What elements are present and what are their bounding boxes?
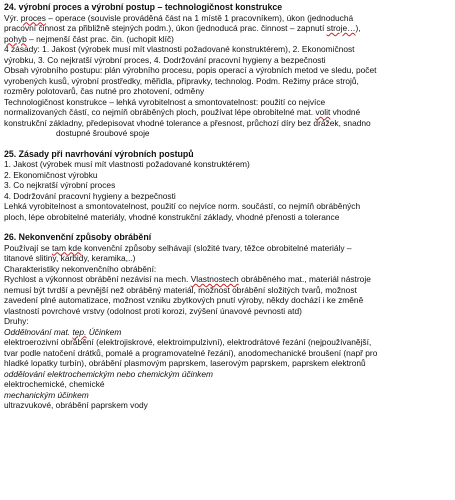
text-line: 4 zásady: 1. Jakost (výrobek musí mít vlastnosti požadované konstruktérem), 2. Ekonomičnost — [4, 44, 355, 54]
text-line: dostupné šroubové spoje — [56, 128, 150, 138]
spellcheck-word: stroje… — [326, 23, 356, 33]
section-25 — [4, 149, 453, 223]
text-line: zavedení plné automatizace, možnost vzniku zbytkových pnutí výroby, někdy dochází i ke změně — [4, 295, 364, 305]
text-span: Výr. — [4, 12, 21, 23]
list-item: 3. Co nejkratší výrobní proces — [4, 180, 116, 190]
text-line: tvar podle natočení drátků, pomalé a programovatelné řezání), anodomechanické broušení (např pro — [4, 347, 378, 358]
text-span: – nejmenší část prac. čin. (uchopit klíč) — [26, 33, 174, 44]
section-26-heading: 26. Nekonvenční způsoby obrábění — [4, 232, 152, 242]
text-line: vlastností povrchové vrstvy (odolnost proti korozi, zvýšení únavové pevnosti atd) — [4, 305, 302, 316]
text-line: Technologičnost konstrukce – lehká vyrobitelnost a smontovatelnost: použití co nejvíce — [4, 96, 326, 107]
text-span: obráběného mat., materiál nástroje — [238, 274, 371, 284]
text-span: Účinkem — [86, 326, 122, 337]
spellcheck-word: proces — [20, 12, 46, 23]
text-line: elektroerozivní obrábění (elektrojiskrové, elektroimpulzivní), elektrodrátové řezání (nejpoužívanější, — [4, 337, 372, 347]
text-line: rozměry polotovarů, čas nutné pro zhotovení, odměny — [4, 86, 205, 96]
text-line: titanové slitiny, karbidy, keramika,..) — [4, 253, 136, 263]
spellcheck-word: pohyb — [4, 33, 27, 44]
text-line: elektrochemické, chemické — [4, 379, 105, 389]
list-item: 2. Ekonomičnost výrobku — [4, 169, 98, 180]
text-span: normalizovaných částí, co nejmíň obráběných ploch, používat lépe obrobitelné mat. — [4, 107, 316, 117]
text-line: Druhy: — [4, 316, 29, 326]
list-item: 1. Jakost (výrobek musí mít vlastnosti požadované konstruktérem) — [4, 159, 250, 169]
text-line: ploch, lépe obrobitelné materiály, vhodné konstrukční základy, vhodné přenosti a tolerance — [4, 211, 340, 222]
section-25-heading: 25. Zásady při navrhování výrobních postupů — [4, 148, 194, 159]
text-line — [4, 107, 453, 118]
text-line: vyrobených kusů, výrobní prostředky, měřidla, přípravky, technolog. Podm. Režimy práce strojů, — [4, 75, 359, 86]
spellcheck-word: volit — [315, 107, 331, 117]
text-span: pracovní činnost za přibližně stejných podm.), úkon (jednoducá prac. činnost – zapnutí — [4, 23, 327, 33]
text-span: vhodné — [330, 107, 361, 117]
text-line: hladké lopatky turbín), obrábění plasmovým paprskem, laserovým paprskem, paprskem elektronů — [4, 358, 366, 368]
text-span: Používají se — [4, 242, 52, 253]
section-26 — [4, 232, 453, 411]
spellcheck-word: tam kde — [51, 242, 82, 253]
text-span: konvenční způsoby selhávají (složité tvary, těžce obrobitelné materiály – — [81, 242, 352, 253]
text-line — [4, 13, 453, 24]
text-line: ultrazvukové, obrábění paprskem vody — [4, 400, 148, 410]
section-spacer — [4, 222, 453, 232]
text-span: Rychlost a výkonnost obrábění nezávisí na mech. — [4, 274, 191, 284]
text-span: Oddělnování mat. — [4, 326, 73, 337]
text-span: ), — [355, 23, 361, 33]
text-line — [4, 243, 453, 254]
text-line: konstrukční základny, předepisovat vhodné tolerance a přesnost, průchozí díry bez drážek, snadno — [4, 117, 371, 128]
spellcheck-word: Vlastnostech — [190, 274, 239, 284]
text-line: nemusí být tvrdší a pevnější než obráběný materiál, možnost obrábění složitých tvarů, možnost — [4, 284, 357, 295]
text-line: Charakteristiky nekonvenčního obrábění: — [4, 263, 157, 274]
section-24 — [4, 2, 453, 139]
spellcheck-word: tep. — [72, 326, 87, 337]
subheading-italic: oddělování elektrochemickým nebo chemickým účinkem — [4, 368, 213, 379]
text-line — [4, 23, 453, 34]
subheading-italic — [4, 327, 453, 338]
subheading-italic: mechanickým účinkem — [4, 389, 89, 400]
list-item: 4. Dodržování pracovní hygieny a bezpečnosti — [4, 190, 176, 201]
text-line: Lehká vyrobitelnost a smontovatelnost, použití co nejvíce norm. součástí, co nejmíň obráběných — [4, 201, 361, 211]
text-line — [4, 34, 453, 45]
section-spacer — [4, 139, 453, 149]
text-line: výrobku, 3. Co nejkratší výrobní proces, 4. Dodržování pracovní hygieny a bezpečnosti — [4, 54, 326, 65]
section-24-heading: 24. výrobní proces a výrobní postup – technologičnost konstrukce — [4, 2, 283, 12]
text-line — [4, 274, 453, 285]
document-body — [4, 2, 453, 411]
text-line: Obsah výrobního postupu: plán výrobního procesu, popis operací a výrobních metod ve sledu, počet — [4, 65, 377, 75]
text-span: – operace (souvisle prováděná část na 1 místě 1 pracovníkem), úkon (jednoduchá — [45, 12, 354, 23]
